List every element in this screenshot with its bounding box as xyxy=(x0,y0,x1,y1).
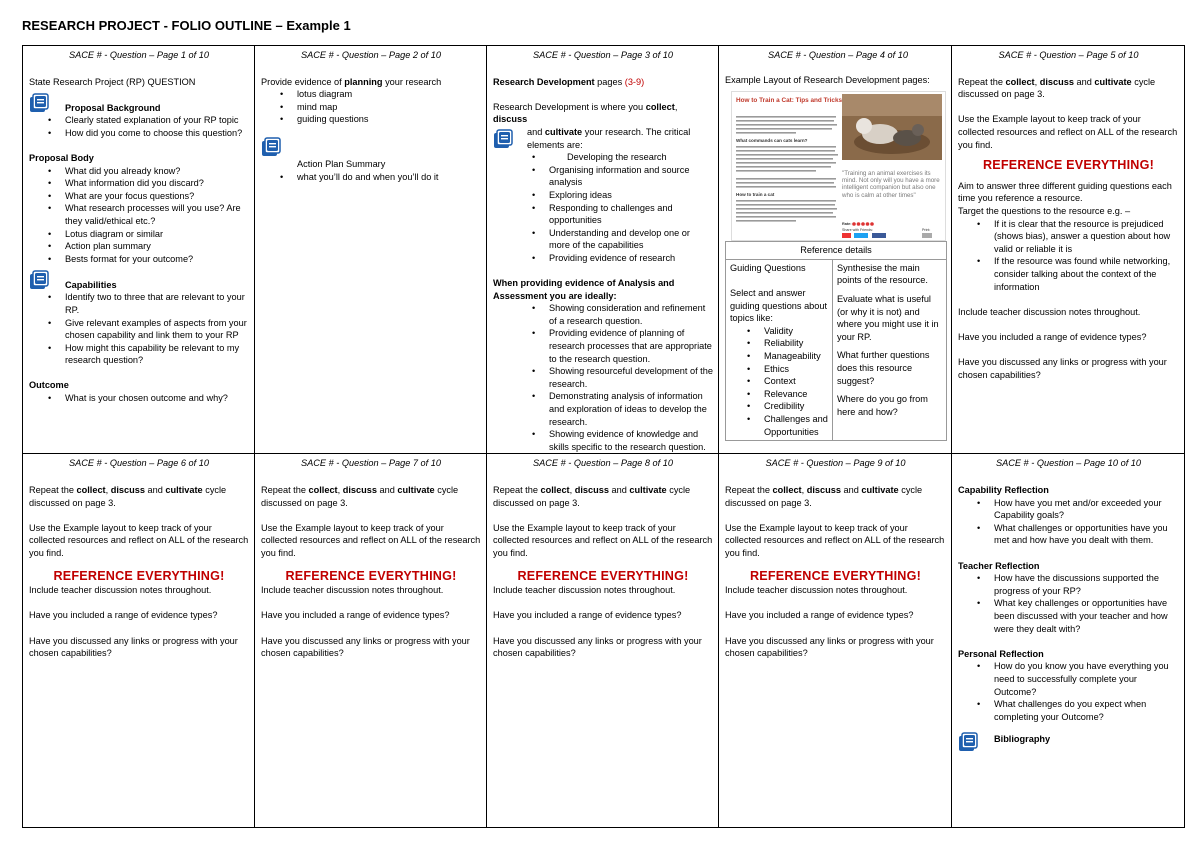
question-text: State Research Project (RP) QUESTION xyxy=(29,76,196,87)
guiding-heading: Guiding Questions xyxy=(730,262,806,273)
guiding-questions-column xyxy=(726,260,833,440)
section-heading: When providing evidence of Analysis and Assessment you are ideally: xyxy=(493,278,675,301)
synthesise-text: Synthesise the main points of the resource. xyxy=(837,262,928,286)
share-label: Share with Friends: xyxy=(842,228,873,233)
list-item: • What are your focus questions? xyxy=(65,190,249,203)
links-progress-text: Have you discussed any links or progress with your chosen capabilities? xyxy=(29,635,238,659)
list-item: • What challenges do you expect when completing your Outcome? xyxy=(994,698,1179,723)
links-progress-text: Have you discussed any links or progress with your chosen capabilities? xyxy=(493,635,702,659)
aim-text: Aim to answer three different guiding questions each time you reference a resource. xyxy=(958,180,1172,204)
teacher-notes-text: Include teacher discussion notes throughout. xyxy=(261,585,444,596)
target-list xyxy=(958,218,1179,294)
select-topics-text: Select and answer guiding questions about topics like: xyxy=(730,287,828,324)
list-item: • How have you met and/or exceeded your Capability goals? xyxy=(994,497,1179,522)
proposal-background-list xyxy=(29,114,249,139)
article-thumbnail xyxy=(732,92,945,240)
capabilities-list xyxy=(29,291,249,367)
proposal-body-list xyxy=(29,165,249,266)
reference-box xyxy=(725,241,947,441)
capability-reflection-list xyxy=(958,497,1179,547)
list-item: • If it is clear that the resource is prejudiced (shows bias), answer a question about how valid or reliable it is xyxy=(994,218,1179,256)
list-item: • Credibility xyxy=(764,400,828,413)
section-heading: Bibliography xyxy=(994,734,1051,745)
example-article-image xyxy=(731,91,946,241)
teacher-notes-text: Include teacher discussion notes throughout. xyxy=(958,306,1141,317)
list-item: • what you’ll do and when you’ll do it xyxy=(297,171,481,184)
teacher-notes-text: Include teacher discussion notes throughout. xyxy=(29,585,212,596)
section-heading: Proposal Body xyxy=(29,152,94,163)
page-7-cell xyxy=(255,454,487,828)
page-9-cell xyxy=(719,454,952,828)
document-stack-icon xyxy=(493,128,515,150)
list-item: • Clearly stated explanation of your RP topic xyxy=(65,114,249,127)
list-item: • What information did you discard? xyxy=(65,177,249,190)
repeat-cycle-text: Repeat the collect, discuss and cultivate cycle discussed on page 3. xyxy=(261,485,459,508)
article-quote: "Training an animal exercises its mind. Not only will you have a more intelligent companion but also one who is calm at other times" xyxy=(842,170,940,199)
list-item: • How do you know you have everything you need to successfully complete your Outcome? xyxy=(994,660,1179,698)
page-8-cell xyxy=(487,454,719,828)
action-plan-list xyxy=(261,171,481,184)
page-header: SACE # - Question – Page 3 of 10 xyxy=(533,50,673,60)
page-10-cell xyxy=(952,454,1185,828)
page-3-cell xyxy=(487,46,719,454)
section-heading: Capability Reflection xyxy=(958,485,1049,495)
critical-elements-list xyxy=(493,151,713,264)
use-example-text: Use the Example layout to keep track of your collected resources and reflect on ALL of the research you find. xyxy=(958,114,1178,150)
list-item: • Responding to challenges and opportunities xyxy=(529,202,713,227)
rd-intro: Research Development is where you collect, discuss xyxy=(493,101,678,125)
list-item: • What did you already know? xyxy=(65,165,249,178)
reference-everything: REFERENCE EVERYTHING! xyxy=(983,158,1154,173)
links-progress-text: Have you discussed any links or progress with your chosen capabilities? xyxy=(261,635,470,659)
reference-everything: REFERENCE EVERYTHING! xyxy=(53,568,225,583)
list-item: • Ethics xyxy=(764,363,828,376)
personal-reflection-list xyxy=(958,660,1179,723)
repeat-cycle-text: Repeat the collect, discuss and cultivate cycle discussed on page 3. xyxy=(958,76,1156,100)
page-header: SACE # - Question – Page 1 of 10 xyxy=(69,50,209,60)
reference-everything: REFERENCE EVERYTHING! xyxy=(517,568,689,583)
list-item: • Showing resourceful development of the research. xyxy=(529,365,713,390)
use-example-text: Use the Example layout to keep track of your collected resources and reflect on ALL of the research you find. xyxy=(493,522,713,558)
page-1-cell xyxy=(23,46,255,454)
list-item: • Organising information and source analysis xyxy=(529,164,713,189)
evaluation-list xyxy=(493,302,713,453)
where-next-text: Where do you go from here and how? xyxy=(837,394,928,417)
list-item: • Showing consideration and refinement of a research question. xyxy=(529,302,713,327)
page-header: SACE # - Question – Page 8 of 10 xyxy=(533,458,673,469)
list-item: • Relevance xyxy=(764,388,828,401)
list-item: • How did you come to choose this question? xyxy=(65,127,249,140)
list-item: • Context xyxy=(764,375,828,388)
planning-intro: Provide evidence of planning your research xyxy=(261,76,442,87)
list-item: • Providing evidence of research xyxy=(529,252,713,265)
print-label: Print: xyxy=(922,228,931,233)
page-header: SACE # - Question – Page 4 of 10 xyxy=(768,50,908,60)
range-evidence-text: Have you included a range of evidence types? xyxy=(725,610,914,621)
list-item: • Identify two to three that are relevant to your RP. xyxy=(65,291,249,316)
rd-intro-cont: and cultivate your research. The critical elements are: xyxy=(527,126,691,150)
list-item: • How have the discussions supported the progress of your RP? xyxy=(994,572,1179,597)
range-evidence-text: Have you included a range of evidence types? xyxy=(493,610,682,621)
document-stack-icon xyxy=(29,92,51,114)
page-6-cell xyxy=(23,454,255,828)
list-item: • Reliability xyxy=(764,337,828,350)
teacher-reflection-list xyxy=(958,572,1179,635)
list-item: • Bests format for your outcome? xyxy=(65,253,249,266)
use-example-text: Use the Example layout to keep track of your collected resources and reflect on ALL of the research you find. xyxy=(29,522,249,558)
list-item: • Developing the research xyxy=(529,151,713,164)
target-text: Target the questions to the resource e.g. – xyxy=(958,205,1131,216)
section-heading: Personal Reflection xyxy=(958,648,1044,659)
list-item: • Validity xyxy=(764,325,828,338)
range-evidence-text: Have you included a range of evidence types? xyxy=(29,610,218,621)
list-item: • Exploring ideas xyxy=(529,189,713,202)
synthesis-column xyxy=(833,260,946,440)
use-example-text: Use the Example layout to keep track of your collected resources and reflect on ALL of the research you find. xyxy=(725,522,945,558)
reference-everything: REFERENCE EVERYTHING! xyxy=(285,568,457,583)
list-item: • What research processes will you use? Are they valid/ethical etc.? xyxy=(65,202,249,227)
article-subheading: How to train a cat xyxy=(736,192,775,198)
list-item: • What is your chosen outcome and why? xyxy=(65,392,249,405)
document-stack-icon xyxy=(261,136,283,158)
page-header: SACE # - Question – Page 9 of 10 xyxy=(765,458,906,469)
folio-grid xyxy=(22,45,1185,828)
page-4-cell xyxy=(719,46,952,454)
list-item: • Demonstrating analysis of information and exploration of ideas to develop the research. xyxy=(529,390,713,428)
list-item: • Showing evidence of knowledge and skills specific to the research question. xyxy=(529,428,713,453)
page-5-cell xyxy=(952,46,1185,454)
teacher-notes-text: Include teacher discussion notes throughout. xyxy=(493,585,676,596)
section-heading: Action Plan Summary xyxy=(297,158,386,169)
topics-list xyxy=(730,325,828,438)
page-header: SACE # - Question – Page 2 of 10 xyxy=(301,50,441,60)
list-item: • How might this capability be relevant to my research question? xyxy=(65,342,249,367)
list-item: • Understanding and develop one or more of the capabilities xyxy=(529,227,713,252)
rd-heading: Research Development pages (3-9) xyxy=(493,76,645,87)
reference-everything: REFERENCE EVERYTHING! xyxy=(750,568,921,583)
teacher-notes-text: Include teacher discussion notes throughout. xyxy=(725,585,908,596)
section-heading: Outcome xyxy=(29,380,69,391)
proposal-background-row xyxy=(29,92,249,114)
repeat-cycle-text: Repeat the collect, discuss and cultivate cycle discussed on page 3. xyxy=(493,485,691,508)
evaluate-text: Evaluate what is useful (or why it is not) and where you might use it in your RP. xyxy=(837,293,939,342)
outcome-list xyxy=(29,392,249,405)
section-heading: Proposal Background xyxy=(65,102,161,113)
list-item: • guiding questions xyxy=(297,113,481,126)
article-title: How to Train a Cat: Tips and Tricks xyxy=(736,97,843,105)
page-header: SACE # - Question – Page 7 of 10 xyxy=(301,458,441,469)
page-2-cell xyxy=(255,46,487,454)
list-item: • Challenges and Opportunities xyxy=(764,413,828,438)
action-plan-row xyxy=(261,136,481,158)
planning-list xyxy=(261,88,481,126)
further-questions-text: What further questions does this resource suggest? xyxy=(837,350,930,386)
article-subheading: What commands can cats learn? xyxy=(736,138,808,144)
page-header: SACE # - Question – Page 5 of 10 xyxy=(998,50,1139,60)
list-item: • Manageability xyxy=(764,350,828,363)
repeat-cycle-text: Repeat the collect, discuss and cultivate cycle discussed on page 3. xyxy=(29,485,227,508)
repeat-cycle-text: Repeat the collect, discuss and cultivate cycle discussed on page 3. xyxy=(725,485,923,508)
bibliography-row xyxy=(958,731,1179,753)
list-item: • What challenges or opportunities have you met and how have you dealt with them. xyxy=(994,522,1179,547)
document-title: RESEARCH PROJECT - FOLIO OUTLINE – Example 1 xyxy=(22,18,351,33)
page-header: SACE # - Question – Page 10 of 10 xyxy=(995,458,1142,469)
range-evidence-text: Have you included a range of evidence types? xyxy=(958,331,1147,342)
capabilities-row xyxy=(29,269,249,291)
document-stack-icon xyxy=(29,269,51,291)
list-item: • Give relevant examples of aspects from your chosen capability and link them to your RP xyxy=(65,317,249,342)
range-evidence-text: Have you included a range of evidence types? xyxy=(261,610,450,621)
section-heading: Teacher Reflection xyxy=(958,560,1040,571)
links-progress-text: Have you discussed any links or progress with your chosen capabilities? xyxy=(725,635,934,659)
section-heading: Capabilities xyxy=(65,279,117,290)
example-layout-label: Example Layout of Research Development pages: xyxy=(725,74,930,85)
list-item: • What key challenges or opportunities have been discussed with your teacher and how were they dealt with? xyxy=(994,597,1179,635)
list-item: • lotus diagram xyxy=(297,88,481,101)
reference-details-title: Reference details xyxy=(726,242,946,260)
rd-intro-row xyxy=(493,126,713,151)
list-item: • If the resource was found while networking, consider talking about the context of the information xyxy=(994,255,1179,293)
rate-label: Rate: xyxy=(842,222,852,227)
document-stack-icon xyxy=(958,731,980,753)
use-example-text: Use the Example layout to keep track of your collected resources and reflect on ALL of the research you find. xyxy=(261,522,481,558)
list-item: • Providing evidence of planning of research processes that are appropriate to the research question. xyxy=(529,327,713,365)
page-header: SACE # - Question – Page 6 of 10 xyxy=(69,458,209,469)
links-progress-text: Have you discussed any links or progress with your chosen capabilities? xyxy=(958,357,1167,380)
list-item: • Action plan summary xyxy=(65,240,249,253)
list-item: • Lotus diagram or similar xyxy=(65,228,249,241)
list-item: • mind map xyxy=(297,101,481,114)
